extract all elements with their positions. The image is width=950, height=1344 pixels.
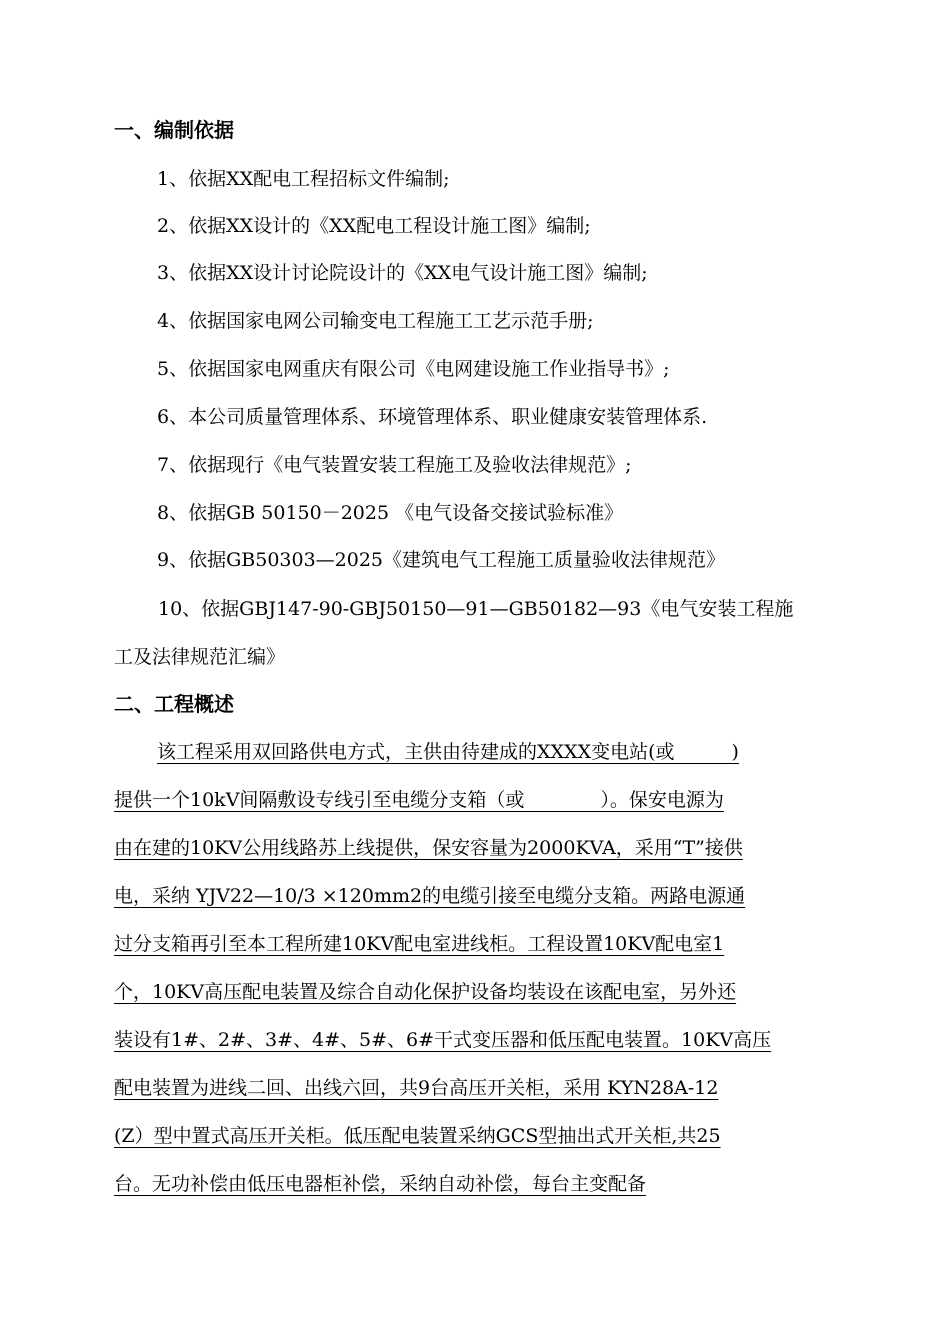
overview-line-7: 装设有1#、2#、3#、4#、5#、6#干式变压器和低压配电装置。10KV高压 <box>114 1029 772 1051</box>
basis-item-7: 7、依据现行《电气装置安装工程施工及验收法律规范》; <box>157 454 632 476</box>
basis-item-9: 9、依据GB50303—2025《建筑电气工程施工质量验收法律规范》 <box>157 549 726 571</box>
overview-line-1: 该工程采用双回路供电方式，主供由待建成的XXXX变电站(或 ) <box>157 741 739 763</box>
overview-line-2: 提供一个10kV间隔敷设专线引至电缆分支箱（或 ）。保安电源为 <box>114 789 724 811</box>
basis-item-8: 8、依据GB 50150－2025 《电气设备交接试验标准》 <box>157 502 624 524</box>
overview-line-8: 配电装置为进线二回、出线六回，共9台高压开关柜，采用 KYN28A-12 <box>114 1077 719 1099</box>
overview-line-9: (Z）型中置式高压开关柜。低压配电装置采纳GCS型抽出式开关柜,共25 <box>114 1125 721 1147</box>
basis-item-10-continued: 工及法律规范汇编》 <box>114 646 286 668</box>
basis-item-10: 10、依据GBJ147-90-GBJ50150—91—GB50182—93《电气安装工程施 <box>158 598 794 620</box>
overview-line-5: 过分支箱再引至本工程所建10KV配电室进线柜。工程设置10KV配电室1 <box>114 933 725 955</box>
section-heading-overview: 二、工程概述 <box>114 692 234 716</box>
basis-item-5: 5、依据国家电网重庆有限公司《电网建设施工作业指导书》; <box>157 358 670 380</box>
overview-line-4: 电，采纳 YJV22—10/3 ×120mm2的电缆引接至电缆分支箱。两路电源通 <box>114 885 746 907</box>
overview-line-3: 由在建的10KV公用线路苏上线提供，保安容量为2000KVA，采用“T”接供 <box>114 837 743 859</box>
section-heading-basis: 一、编制依据 <box>114 118 234 142</box>
basis-item-4: 4、依据国家电网公司输变电工程施工工艺示范手册; <box>157 310 594 332</box>
basis-item-3: 3、依据XX设计讨论院设计的《XX电气设计施工图》编制; <box>157 262 648 284</box>
basis-item-2: 2、依据XX设计的《XX配电工程设计施工图》编制; <box>157 215 591 237</box>
basis-item-6: 6、本公司质量管理体系、环境管理体系、职业健康安装管理体系. <box>157 406 708 428</box>
basis-item-1: 1、依据XX配电工程招标文件编制; <box>157 168 450 190</box>
overview-line-10: 台。无功补偿由低压电器柜补偿，采纳自动补偿，每台主变配备 <box>114 1173 647 1195</box>
overview-line-6: 个，10KV高压配电装置及综合自动化保护设备均装设在该配电室，另外还 <box>114 981 737 1003</box>
